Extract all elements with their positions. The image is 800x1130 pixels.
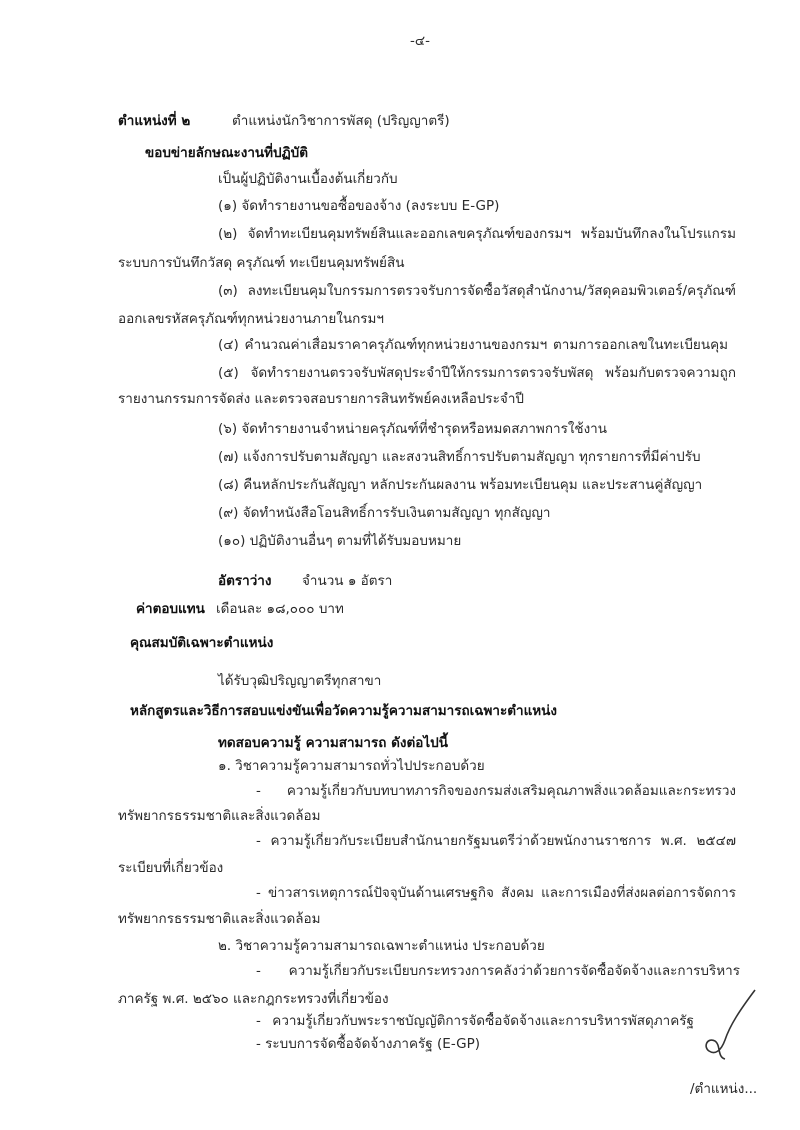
exam-line: ทรัพยากรธรรมชาติและสิ่งแวดล้อม bbox=[118, 808, 321, 824]
duty-item: (๘) คืนหลักประกันสัญญา หลักประกันผลงาน พร้อมทะเบียนคุม และประสานคู่สัญญา bbox=[218, 477, 703, 493]
duty-item: (๖) จัดทำรายงานจำหน่ายครุภัณฑ์ที่ชำรุดหรือหมดสภาพการใช้งาน bbox=[218, 421, 607, 437]
exam-subheading: ทดสอบความรู้ ความสามารถ ดังต่อไปนี้ bbox=[218, 735, 448, 751]
continued-marker: /ตำแหน่ง... bbox=[690, 1081, 758, 1097]
exam-line: - ความรู้เกี่ยวกับระเบียบกระทรวงการคลังว่าด้วยการจัดซื้อจัดจ้างและการบริหาร bbox=[256, 963, 740, 979]
vacancy-value: จำนวน ๑ อัตรา bbox=[302, 573, 393, 589]
scope-intro: เป็นผู้ปฏิบัติงานเบื้องต้นเกี่ยวกับ bbox=[218, 171, 398, 187]
salary-label: ค่าตอบแทน bbox=[136, 601, 205, 617]
exam-line: ๑. วิชาความรู้ความสามารถทั่วไปประกอบด้วย bbox=[218, 758, 485, 774]
duty-item-continuation: ระบบการบันทึกวัสดุ ครุภัณฑ์ ทะเบียนคุมทรัพย์สิน bbox=[118, 255, 405, 271]
exam-line: ระเบียบที่เกี่ยวข้อง bbox=[118, 860, 224, 876]
scope-heading: ขอบข่ายลักษณะงานที่ปฏิบัติ bbox=[145, 145, 309, 161]
page-number: -๔- bbox=[410, 33, 430, 49]
qualification-text: ได้รับวุฒิปริญญาตรีทุกสาขา bbox=[218, 673, 382, 689]
duty-item: (๙) จัดทำหนังสือโอนสิทธิ์การรับเงินตามสัญญา ทุกสัญญา bbox=[218, 505, 551, 521]
salary-value: เดือนละ ๑๘,๐๐๐ บาท bbox=[216, 601, 344, 617]
qualification-heading: คุณสมบัติเฉพาะตำแหน่ง bbox=[130, 635, 274, 651]
duty-item: (๑๐) ปฏิบัติงานอื่นๆ ตามที่ได้รับมอบหมาย bbox=[218, 533, 462, 549]
exam-line: - ระบบการจัดซื้อจัดจ้างภาครัฐ (E-GP) bbox=[256, 1036, 481, 1052]
exam-line: ทรัพยากรธรรมชาติและสิ่งแวดล้อม bbox=[118, 911, 321, 927]
exam-line: ภาครัฐ พ.ศ. ๒๕๖๐ และกฎกระทรวงที่เกี่ยวข้อง bbox=[118, 991, 389, 1007]
exam-line: - ความรู้เกี่ยวกับพระราชบัญญัติการจัดซื้อจัดจ้างและการบริหารพัสดุภาครัฐ bbox=[256, 1013, 694, 1029]
signature bbox=[695, 985, 765, 1065]
position-title: ตำแหน่งนักวิชาการพัสดุ (ปริญญาตรี) bbox=[232, 113, 450, 129]
exam-line: - ความรู้เกี่ยวกับบทบาทภารกิจของกรมส่งเสริมคุณภาพสิ่งแวดล้อมและกระทรวง bbox=[256, 783, 736, 799]
exam-line: ๒. วิชาความรู้ความสามารถเฉพาะตำแหน่ง ประกอบด้วย bbox=[218, 938, 545, 954]
duty-item-continuation: รายงานกรรมการจัดส่ง และตรวจสอบรายการสินทรัพย์คงเหลือประจำปี bbox=[118, 391, 524, 407]
duty-item: (๔) คำนวณค่าเสื่อมราคาครุภัณฑ์ทุกหน่วยงานของกรมฯ ตามการออกเลขในทะเบียนคุม bbox=[218, 337, 728, 353]
duty-item: (๗) แจ้งการปรับตามสัญญา และสงวนสิทธิ์การปรับตามสัญญา ทุกรายการที่มีค่าปรับ bbox=[218, 449, 701, 465]
duty-item: (๕) จัดทำรายงานตรวจรับพัสดุประจำปีให้กรรมการตรวจรับพัสดุ พร้อมกับตรวจความถูก bbox=[218, 365, 736, 381]
vacancy-label: อัตราว่าง bbox=[218, 573, 272, 589]
position-label: ตำแหน่งที่ ๒ bbox=[118, 113, 191, 129]
exam-line: - ความรู้เกี่ยวกับระเบียบสำนักนายกรัฐมนตรีว่าด้วยพนักงานราชการ พ.ศ. ๒๕๔๗ bbox=[256, 833, 736, 849]
duty-item-continuation: ออกเลขรหัสครุภัณฑ์ทุกหน่วยงานภายในกรมฯ bbox=[118, 311, 385, 327]
duty-item: (๓) ลงทะเบียนคุมใบกรรมการตรวจรับการจัดซื้อวัสดุสำนักงาน/วัสดุคอมพิวเตอร์/ครุภัณฑ์ bbox=[218, 283, 736, 299]
duty-item: (๑) จัดทำรายงานขอซื้อของจ้าง (ลงระบบ E-GP) bbox=[218, 198, 500, 214]
exam-line: - ข่าวสารเหตุการณ์ปัจจุบันด้านเศรษฐกิจ สังคม และการเมืองที่ส่งผลต่อการจัดการ bbox=[256, 885, 736, 901]
duty-item: (๒) จัดทำทะเบียนคุมทรัพย์สินและออกเลขครุภัณฑ์ของกรมฯ พร้อมบันทึกลงในโปรแกรม bbox=[218, 226, 736, 242]
exam-heading: หลักสูตรและวิธีการสอบแข่งขันเพื่อวัดความรู้ความสามารถเฉพาะตำแหน่ง bbox=[130, 703, 557, 719]
